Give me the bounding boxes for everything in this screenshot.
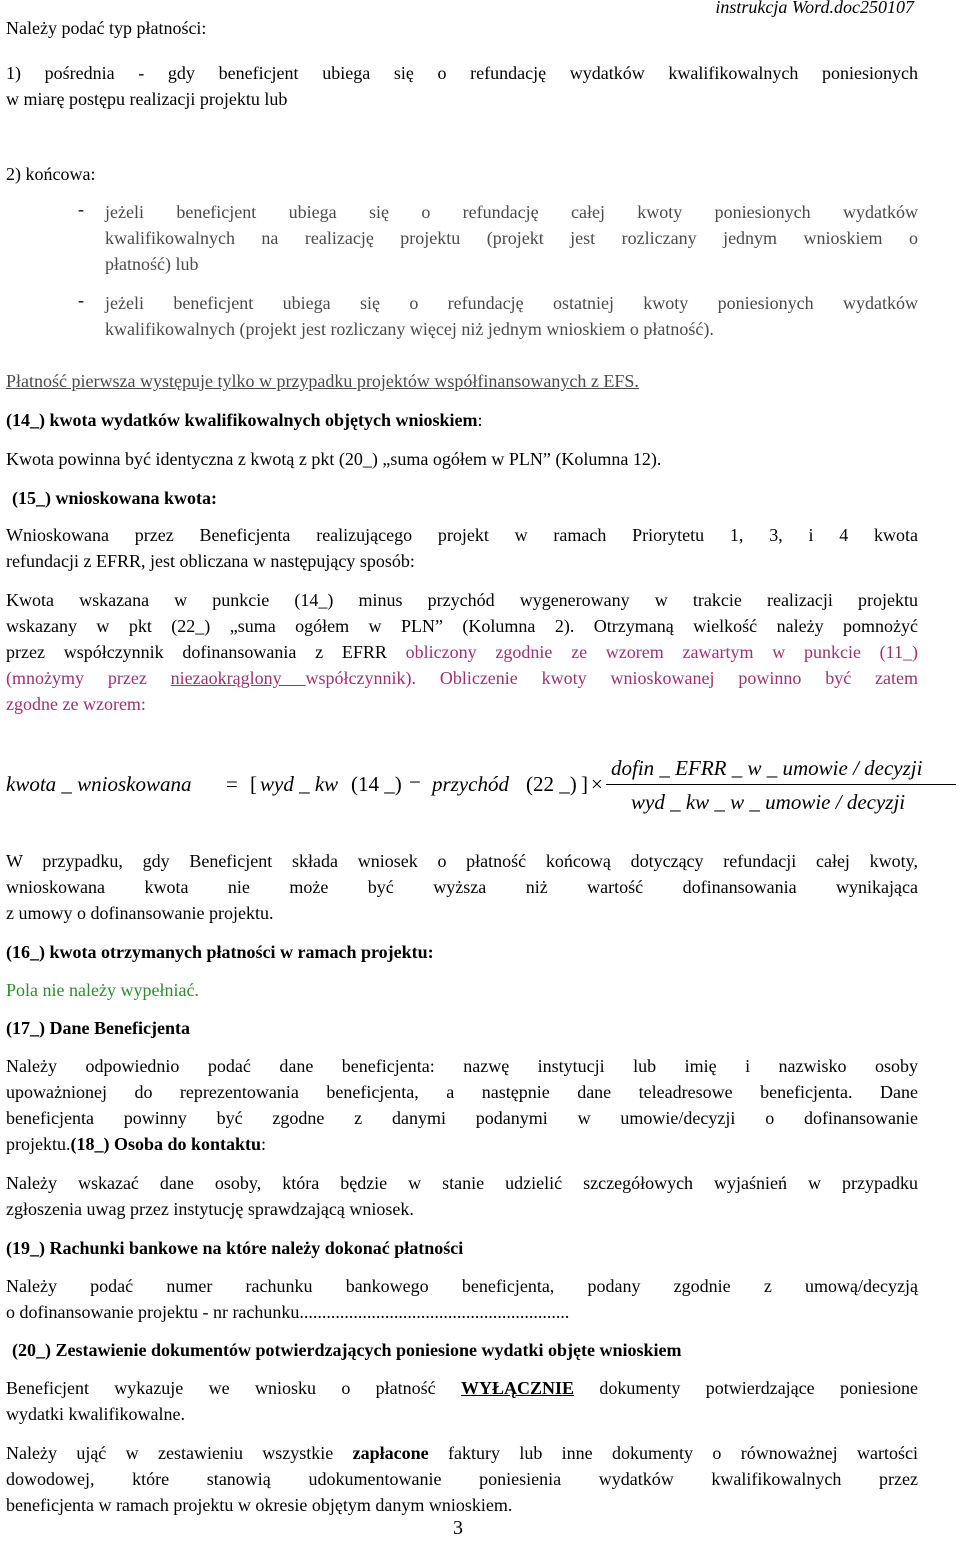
bullet1-dash: -	[78, 199, 84, 219]
p1-line2: w miarę postępu realizacji projektu lub	[6, 89, 288, 109]
s20-p1-line1	[6, 1375, 918, 1401]
s19-title: (19_) Rachunki bankowe na które należy dokonać płatności	[6, 1238, 464, 1258]
bullet2-line1: jeżeli beneficjent ubiega się o refundację ostatniej kwoty poniesionych wydatków	[105, 293, 918, 313]
s15-p2-line2: wskazany w pkt (22_) „suma ogółem w PLN” (Kolumna 2). Otrzymaną wielkość należy pomnożyć	[6, 616, 918, 636]
p2-title: 2) końcowa:	[6, 164, 96, 184]
final-note-line1: W przypadku, gdy Beneficjent składa wniosek o płatność końcową dotyczący refundacji całej kwoty,	[6, 851, 918, 871]
bullet2-line2: kwalifikowalnych (projekt jest rozliczany więcej niż jednym wnioskiem o płatność).	[105, 319, 714, 339]
s15-p2-line3-colored: obliczony zgodnie ze wzorem zawartym w punkcie (11_)	[405, 642, 918, 662]
page-number: 3	[453, 1517, 463, 1539]
s15-p2-line4-a: (mnożymy przez	[6, 668, 171, 688]
s18-colon: :	[261, 1134, 267, 1154]
formula-term1: wyd _ kw	[260, 772, 339, 796]
formula-numerator: dofin _ EFRR _ w _ umowie / decyzji	[611, 756, 923, 780]
s19-line2: o dofinansowanie projektu - nr rachunku............................................................	[6, 1302, 570, 1322]
s17-line4-text: projektu.	[6, 1134, 71, 1154]
calculation-formula	[6, 756, 956, 830]
s15-p2-line4-unrounded: niezaokrąglony	[170, 668, 306, 688]
s15-p2-line1: Kwota wskazana w punkcie (14_) minus przychód wygenerowany w trakcie realizacji projektu	[6, 590, 918, 610]
s20-p1-line2: wydatki kwalifikowalne.	[6, 1404, 185, 1424]
final-note-line2: wnioskowana kwota nie może być wyższa niż wartość dofinansowania wynikająca	[6, 877, 918, 897]
s20-p2-line1-c: faktury lub inne dokumenty o równoważnej wartości	[428, 1443, 918, 1463]
bullet1-line2: kwalifikowalnych na realizację projektu (projekt jest rozliczany jednym wnioskiem o	[105, 228, 918, 248]
p1-line1: 1) pośrednia - gdy beneficjent ubiega się o refundację wydatków kwalifikowalnych poniesionych	[6, 63, 918, 83]
formula-lhs: kwota _ wnioskowana	[6, 772, 192, 796]
s16-note: Pola nie należy wypełniać.	[6, 980, 199, 1000]
s17-line2: upoważnionej do reprezentowania beneficjenta, a następnie dane teleadresowe beneficjenta. Dane	[6, 1082, 918, 1102]
document-filename: instrukcja Word.doc250107	[715, 0, 914, 17]
s20-p2-line2: dowodowej, które stanowią udokumentowanie poniesienia wydatków kwalifikowalnych przez	[6, 1469, 918, 1489]
s20-p2-line1	[6, 1440, 918, 1466]
s17-title: (17_) Dane Beneficjenta	[6, 1018, 190, 1038]
efs-note: Płatność pierwsza występuje tylko w przypadku projektów współfinansowanych z EFS.	[6, 371, 639, 391]
s19-line1: Należy podać numer rachunku bankowego beneficjenta, podany zgodnie z umową/decyzją	[6, 1276, 918, 1296]
s14-colon: :	[477, 410, 483, 430]
s20-p2-line3: beneficjenta w ramach projektu w okresie objętym danym wnioskiem.	[6, 1495, 513, 1515]
formula-arg2: (22 _)	[526, 772, 577, 796]
s15-title: (15_) wnioskowana kwota:	[12, 488, 218, 508]
header-instruction: Należy podać typ płatności:	[6, 18, 207, 38]
formula-bracket-open: [	[250, 772, 257, 796]
s17-line3: beneficjenta powinny być zgodne z danymi podanymi w umowie/decyzji o dofinansowanie	[6, 1108, 918, 1128]
bullet1-line1: jeżeli beneficjent ubiega się o refundację całej kwoty poniesionych wydatków	[105, 202, 918, 222]
s20-p2-line1-a: Należy ująć w zestawieniu wszystkie	[6, 1443, 353, 1463]
s20-paid: zapłacone	[352, 1443, 429, 1463]
formula-times: ×	[591, 772, 603, 796]
formula-fraction-bar	[606, 784, 956, 785]
s20-p1-line1-a: Beneficjent wykazuje we wniosku o płatność	[6, 1378, 461, 1398]
formula-minus: −	[409, 770, 421, 794]
formula-equals: =	[226, 772, 238, 796]
s20-title: (20_) Zestawienie dokumentów potwierdzających poniesione wydatki objęte wnioskiem	[12, 1340, 682, 1360]
s18-line1: Należy wskazać dane osoby, która będzie w stanie udzielić szczegółowych wyjaśnień w przypadku	[6, 1173, 918, 1193]
s15-p2-line3	[6, 639, 918, 665]
s15-p1-line1: Wnioskowana przez Beneficjenta realizującego projekt w ramach Priorytetu 1, 3, i 4 kwota	[6, 525, 918, 545]
formula-bracket-close: ]	[581, 772, 588, 796]
s20-exclusively: WYŁĄCZNIE	[461, 1378, 575, 1398]
s15-p2-line5: zgodne ze wzorem:	[6, 694, 146, 714]
formula-term2: przychód	[432, 772, 509, 796]
s15-p1-line2: refundacji z EFRR, jest obliczana w następujący sposób:	[6, 551, 415, 571]
s16-title: (16_) kwota otrzymanych płatności w ramach projektu:	[6, 942, 434, 962]
s15-p2-line4-c: współczynnik).	[305, 668, 440, 688]
s18-line2: zgłoszenia uwag przez instytucję sprawdzającą wniosek.	[6, 1199, 414, 1219]
bullet2-dash: -	[78, 290, 84, 310]
final-note-line3: z umowy o dofinansowanie projektu.	[6, 903, 274, 923]
s15-p2-line4	[6, 665, 918, 691]
s15-p2-line4-d: Obliczenie kwoty wnioskowanej powinno być zatem	[439, 668, 919, 688]
formula-denominator: wyd _ kw _ w _ umowie / decyzji	[631, 790, 906, 814]
s15-p2-line3-black: przez współczynnik dofinansowania z EFRR	[6, 642, 406, 662]
bullet1-line3: płatność) lub	[105, 254, 199, 274]
s14-title: (14_) kwota wydatków kwalifikowalnych objętych wnioskiem	[6, 410, 478, 430]
s14-text: Kwota powinna być identyczna z kwotą z pkt (20_) „suma ogółem w PLN” (Kolumna 12).	[6, 449, 662, 469]
s14-heading	[6, 407, 918, 433]
formula-arg1: (14 _)	[351, 772, 402, 796]
s20-p1-line1-c: dokumenty potwierdzające poniesione	[574, 1378, 918, 1398]
s18-title: (18_) Osoba do kontaktu	[70, 1134, 262, 1154]
s17-line1: Należy odpowiednio podać dane beneficjenta: nazwę instytucji lub imię i nazwisko osoby	[6, 1056, 918, 1076]
s17-line4	[6, 1131, 918, 1157]
